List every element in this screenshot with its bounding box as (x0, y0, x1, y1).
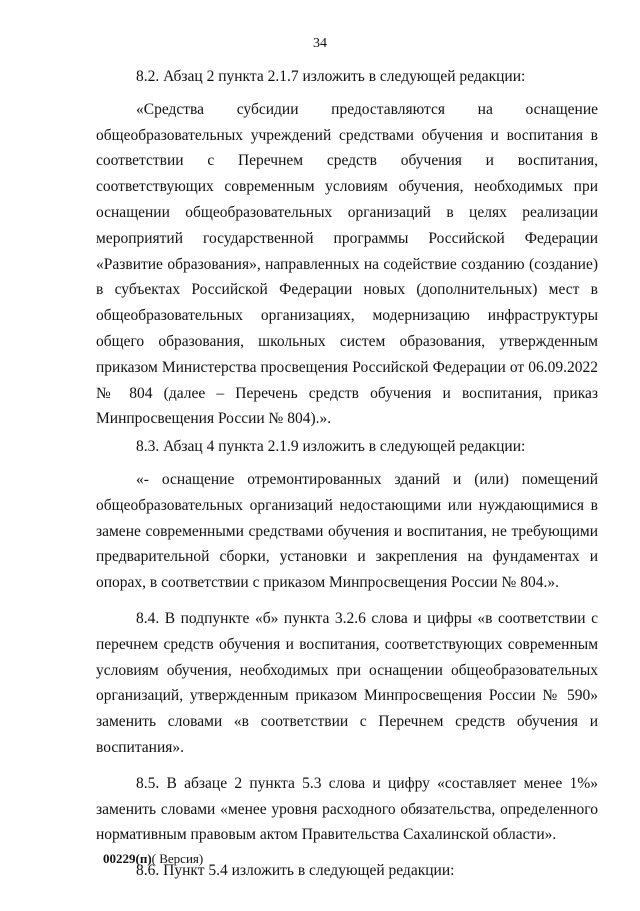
paragraph-8-3-heading: 8.3. Абзац 4 пункта 2.1.9 изложить в следующей редакции: (136, 438, 526, 456)
paragraph-8-2-quote: «Средства субсидии предоставляются на оснащение общеобразовательных учреждений средствами обучения и воспитания в соответствии с Перечнем средств обучения и воспитания, соответствующих современным условиям обучения, необходимых при оснащении общеобразовательных организаций в целях реализации мероприятий государственной программы Российской Федерации «Развитие образования», направленных на содействие созданию (создание) в субъектах Российской Федерации новых (дополнительных) мест в общеобразовательных организациях, модернизацию инфраструктуры общего образования, школьных систем образования, утвержденным приказом Министерства просвещения Российской Федерации от 06.09.2022 № 804 (далее – Перечень средств обучения и воспитания, приказ Минпросвещения России № 804).». (96, 100, 598, 428)
paragraph-8-2-heading: 8.2. Абзац 2 пункта 2.1.7 изложить в следующей редакции: (136, 68, 526, 85)
paragraph-8-6: 8.6. Пункт 5.4 изложить в следующей редакции: (136, 862, 455, 880)
paragraph-8-4: 8.4. В подпункте «б» пункта 3.2.6 слова и цифры «в соответствии с перечнем средств обучения и воспитания, соответствующих современным условиям обучения, необходимых при оснащении общеобразовательных организаций, утвержденным приказом Минпросвещения России № 590» заменить словами «в соответствии с Перечнем средств обучения и воспитания». (96, 609, 598, 756)
paragraph-8-5: 8.5. В абзаце 2 пункта 5.3 слова и цифру «составляет менее 1%» заменить словами «менее уровня расходного обязательства, определенного нормативным правовым актом Правительства Сахалинской области». (96, 774, 598, 844)
paragraph-8-3-quote: «- оснащение отремонтированных зданий и (или) помещений общеобразовательных организаций недостающими или нуждающимися в замене современными средствами обучения и воспитания, не требующими предварительной сборки, установки и закрепления на фундаментах и опорах, в соответствии с приказом Минпросвещения России № 804.». (96, 470, 598, 592)
footer-version: ( Версия) (151, 851, 204, 866)
document-footer (103, 851, 203, 867)
document-body (96, 64, 598, 884)
footer-code: 00229(п) (103, 851, 152, 866)
page-number: 34 (313, 36, 327, 51)
